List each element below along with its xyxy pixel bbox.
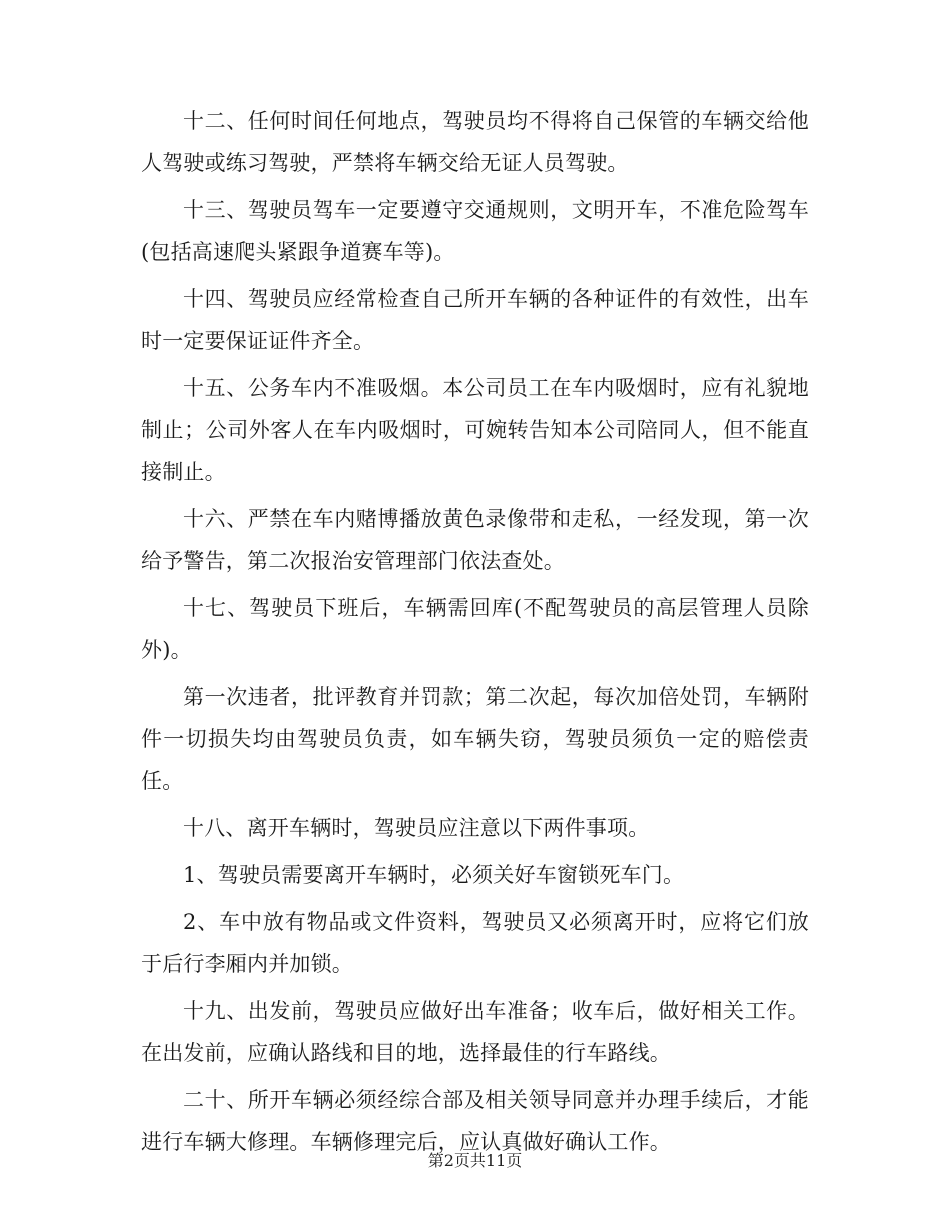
document-body xyxy=(141,100,809,1168)
paragraph-18-item-2: 2、车中放有物品或文件资料，驾驶员又必须离开时，应将它们放于后行李厢内并加锁。 xyxy=(141,910,809,976)
paragraph-18-item-1: 1、驾驶员需要离开车辆时，必须关好车窗锁死车门。 xyxy=(183,863,685,887)
paragraph-15: 十五、公务车内不准吸烟。本公司员工在车内吸烟时，应有礼貌地制止；公司外客人在车内吸烟时，可婉转告知本公司陪同人，但不能直接制止。 xyxy=(141,376,809,484)
paragraph-20: 二十、所开车辆必须经综合部及相关领导同意并办理手续后，才能进行车辆大修理。车辆修理完后，应认真做好确认工作。 xyxy=(141,1088,809,1154)
paragraph-17-penalty: 第一次违者，批评教育并罚款；第二次起，每次加倍处罚，车辆附件一切损失均由驾驶员负责，如车辆失窃，驾驶员须负一定的赔偿责任。 xyxy=(141,685,809,793)
page-number: 第2页共11页 xyxy=(427,1151,523,1170)
paragraph-13: 十三、驾驶员驾车一定要遵守交通规则，文明开车，不准危险驾车(包括高速爬头紧跟争道赛车等)。 xyxy=(141,198,809,264)
paragraph-19: 十九、出发前，驾驶员应做好出车准备；收车后，做好相关工作。在出发前，应确认路线和目的地，选择最佳的行车路线。 xyxy=(141,999,809,1065)
paragraph-16: 十六、严禁在车内赌博播放黄色录像带和走私，一经发现，第一次给予警告，第二次报治安管理部门依法查处。 xyxy=(141,507,809,573)
paragraph-17: 十七、驾驶员下班后，车辆需回库(不配驾驶员的高层管理人员除外)。 xyxy=(141,596,809,662)
paragraph-14: 十四、驾驶员应经常检查自己所开车辆的各种证件的有效性，出车时一定要保证证件齐全。 xyxy=(141,287,809,353)
paragraph-18: 十八、离开车辆时，驾驶员应注意以下两件事项。 xyxy=(183,816,650,840)
paragraph-12: 十二、任何时间任何地点，驾驶员均不得将自己保管的车辆交给他人驾驶或练习驾驶，严禁将车辆交给无证人员驾驶。 xyxy=(141,109,809,175)
